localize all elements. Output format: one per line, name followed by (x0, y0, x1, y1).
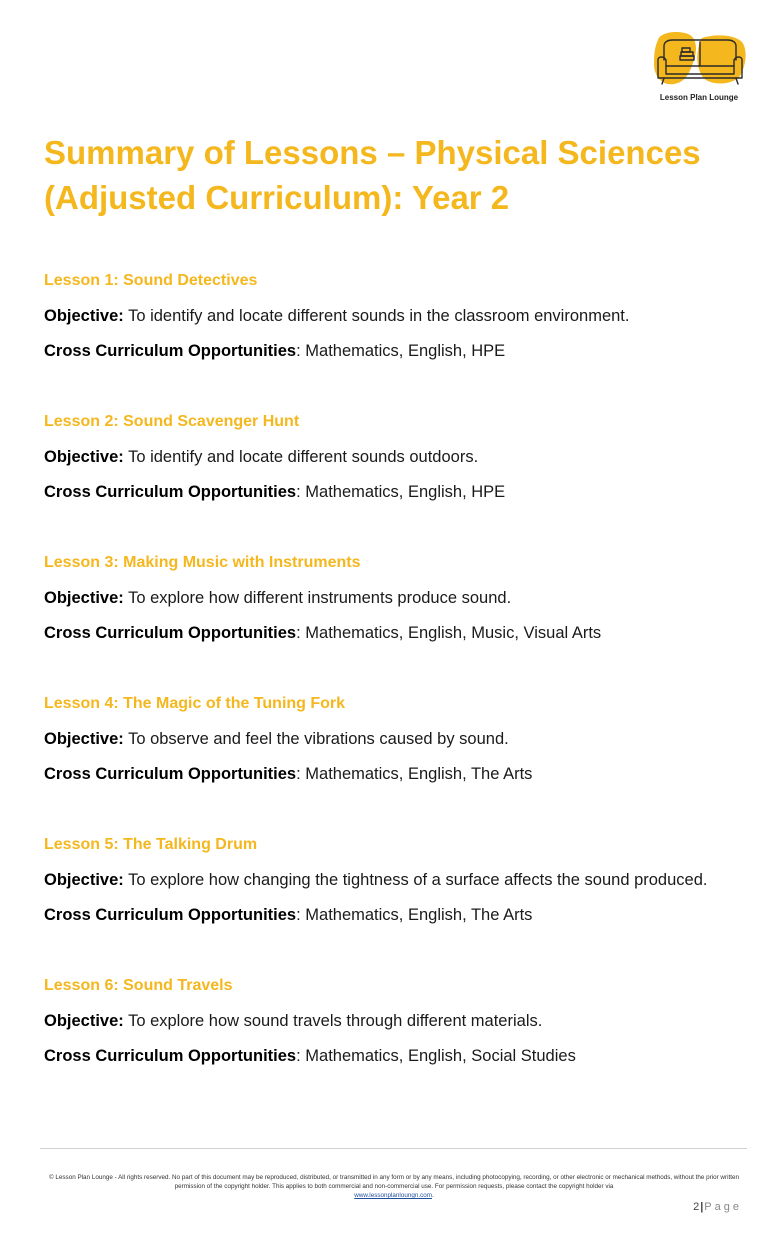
lesson-objective (44, 306, 764, 326)
cross-curriculum-label: Cross Curriculum Opportunities (44, 624, 297, 642)
cross-curriculum-text: : Mathematics, English, HPE (296, 483, 506, 501)
objective-label: Objective: (44, 871, 124, 889)
lesson-4 (44, 694, 764, 784)
objective-label: Objective: (44, 589, 124, 607)
title-line-2: (Adjusted Curriculum): Year 2 (44, 179, 510, 216)
lesson-5 (44, 835, 764, 925)
lesson-heading: Lesson 6: Sound Travels (44, 977, 233, 994)
lesson-cross-curriculum (44, 623, 764, 643)
lesson-cross-curriculum (44, 905, 764, 925)
logo-text: Lesson Plan Lounge (659, 93, 739, 102)
lesson-heading: Lesson 3: Making Music with Instruments (44, 554, 361, 571)
title-line-1: Summary of Lessons – Physical Sciences (44, 134, 701, 171)
page-word: Page (704, 1201, 742, 1213)
page-separator: | (700, 1201, 705, 1213)
couch-logo-icon (650, 30, 750, 92)
cross-curriculum-text: : Mathematics, English, HPE (296, 342, 506, 360)
lesson-cross-curriculum (44, 482, 764, 502)
website-link[interactable]: www.lessonplanloungn.com (354, 1192, 432, 1199)
lesson-heading: Lesson 1: Sound Detectives (44, 272, 258, 289)
cross-curriculum-text: : Mathematics, English, The Arts (296, 765, 533, 783)
cross-curriculum-label: Cross Curriculum Opportunities (44, 342, 297, 360)
lesson-heading: Lesson 4: The Magic of the Tuning Fork (44, 695, 346, 712)
lesson-heading: Lesson 5: The Talking Drum (44, 836, 258, 853)
lesson-2 (44, 412, 764, 502)
cross-curriculum-text: : Mathematics, English, The Arts (296, 906, 533, 924)
cross-curriculum-label: Cross Curriculum Opportunities (44, 906, 297, 924)
objective-label: Objective: (44, 307, 124, 325)
lesson-objective (44, 588, 764, 608)
objective-text: To explore how changing the tightness of a surface affects the sound produced. (123, 871, 708, 889)
lesson-objective (44, 729, 764, 749)
lesson-heading: Lesson 2: Sound Scavenger Hunt (44, 413, 300, 430)
cross-curriculum-label: Cross Curriculum Opportunities (44, 1047, 297, 1065)
lesson-objective (44, 447, 764, 467)
lesson-cross-curriculum (44, 341, 764, 361)
link-suffix: . (431, 1192, 434, 1199)
objective-text: To explore how different instruments produce sound. (123, 589, 512, 607)
lesson-6 (44, 976, 764, 1066)
cross-curriculum-label: Cross Curriculum Opportunities (44, 483, 297, 501)
copyright-text: © Lesson Plan Lounge - All rights reserved. No part of this document may be reproduced, distributed, or transmitted in any form or by any means, including photocopying, recording, or other electronic or mechanical methods, without the prior written permission of the copyright holder. This applies to both commercial and non-commercial use. For permission requests, please contact the copyright holder via (49, 1174, 739, 1190)
lesson-objective (44, 870, 764, 890)
lesson-cross-curriculum (44, 764, 764, 784)
cross-curriculum-text: : Mathematics, English, Music, Visual Arts (296, 624, 602, 642)
page-number (693, 1201, 742, 1213)
objective-text: To observe and feel the vibrations caused by sound. (123, 730, 509, 748)
cross-curriculum-text: : Mathematics, English, Social Studies (296, 1047, 576, 1065)
footer-divider (40, 1148, 747, 1149)
page-number-value: 2 (693, 1201, 701, 1213)
objective-text: To identify and locate different sounds in the classroom environment. (123, 307, 630, 325)
lesson-1 (44, 271, 764, 361)
lesson-objective (44, 1011, 764, 1031)
lesson-3 (44, 553, 764, 643)
objective-label: Objective: (44, 1012, 124, 1030)
page-title (44, 130, 744, 220)
objective-label: Objective: (44, 730, 124, 748)
lesson-cross-curriculum (44, 1046, 764, 1066)
objective-text: To explore how sound travels through different materials. (123, 1012, 543, 1030)
objective-label: Objective: (44, 448, 124, 466)
cross-curriculum-label: Cross Curriculum Opportunities (44, 765, 297, 783)
logo (650, 30, 750, 106)
footer-copyright (48, 1173, 740, 1200)
objective-text: To identify and locate different sounds outdoors. (123, 448, 479, 466)
